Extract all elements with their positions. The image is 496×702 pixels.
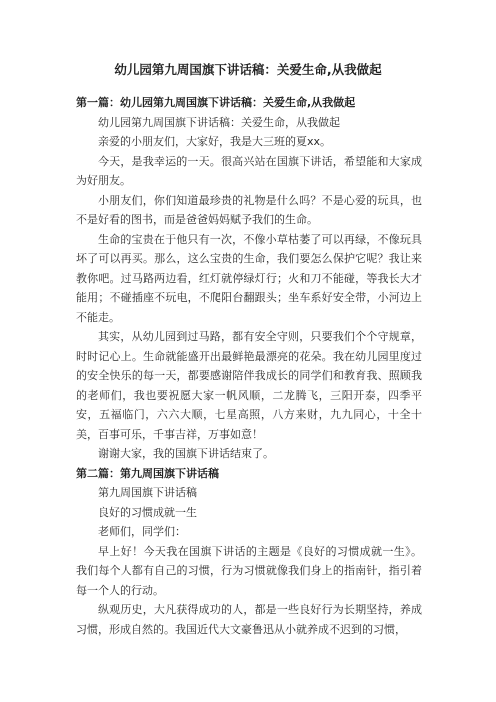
paragraph: 老师们，同学们： (98, 525, 186, 538)
paragraph: 今天，是我幸运的一天。很高兴站在国旗下讲话，希望能和大家成为好朋友。 (76, 154, 422, 187)
paragraph: 生命的宝贵在于他只有一次，不像小草枯萎了可以再绿，不像玩具坏了可以再买。那么，这么宝贵的生命，我们要怎么保护它呢？我让来教你吧。过马路两边看，红灯就停绿灯行；火和刀不能碰，等我长大才能用；不碰插座不玩电，不爬阳台翻跟头；坐车系好安全带，小河边上不能走。 (76, 232, 422, 324)
paragraph: 纵观历史，大凡获得成功的人，都是一些良好行为长期坚持，养成习惯，形成自然的。我国近代大文豪鲁迅从小就养成不迟到的习惯， (76, 603, 422, 636)
paragraph: 良好的习惯成就一生 (98, 505, 197, 519)
document-body (76, 93, 422, 639)
paragraph: 亲爱的小朋友们，大家好，我是大三班的夏xx。 (98, 135, 332, 148)
document-title: 幼儿园第九周国旗下讲话稿：关爱生命,从我做起 (114, 62, 382, 77)
paragraph: 小朋友们，你们知道最珍贵的礼物是什么吗？不是心爱的玩具，也不是好看的图书，而是爸爸妈妈赋予我们的生命。 (76, 193, 422, 226)
paragraph: 幼儿园第九周国旗下讲话稿：关爱生命，从我做起 (98, 115, 340, 129)
paragraph: 谢谢大家，我的国旗下讲话结束了。 (98, 447, 274, 460)
section-heading: 第一篇：幼儿园第九周国旗下讲话稿：关爱生命,从我做起 (76, 96, 356, 109)
paragraph: 早上好！今天我在国旗下讲话的主题是《良好的习惯成就一生》。我们每个人都有自己的习惯，行为习惯就像我们身上的指南针，指引着每一个人的行动。 (76, 544, 422, 597)
section-heading: 第二篇：第九周国旗下讲话稿 (76, 466, 219, 480)
paragraph: 其实，从幼儿园到过马路，都有安全守则，只要我们个个守规章，时时记心上。生命就能盛开出最鲜艳最漂亮的花朵。我在幼儿园里度过的安全快乐的每一天，都要感谢陪伴我成长的同学们和教育我、照顾我的老师们，我也要祝愿大家一帆风顺，二龙腾飞，三阳开泰，四季平安，五福临门，六六大顺，七星高照，八方来财，九九同心，十全十美，百事可乐，千事吉祥，万事如意！ (76, 330, 422, 441)
paragraph: 第九周国旗下讲话稿 (98, 486, 197, 499)
